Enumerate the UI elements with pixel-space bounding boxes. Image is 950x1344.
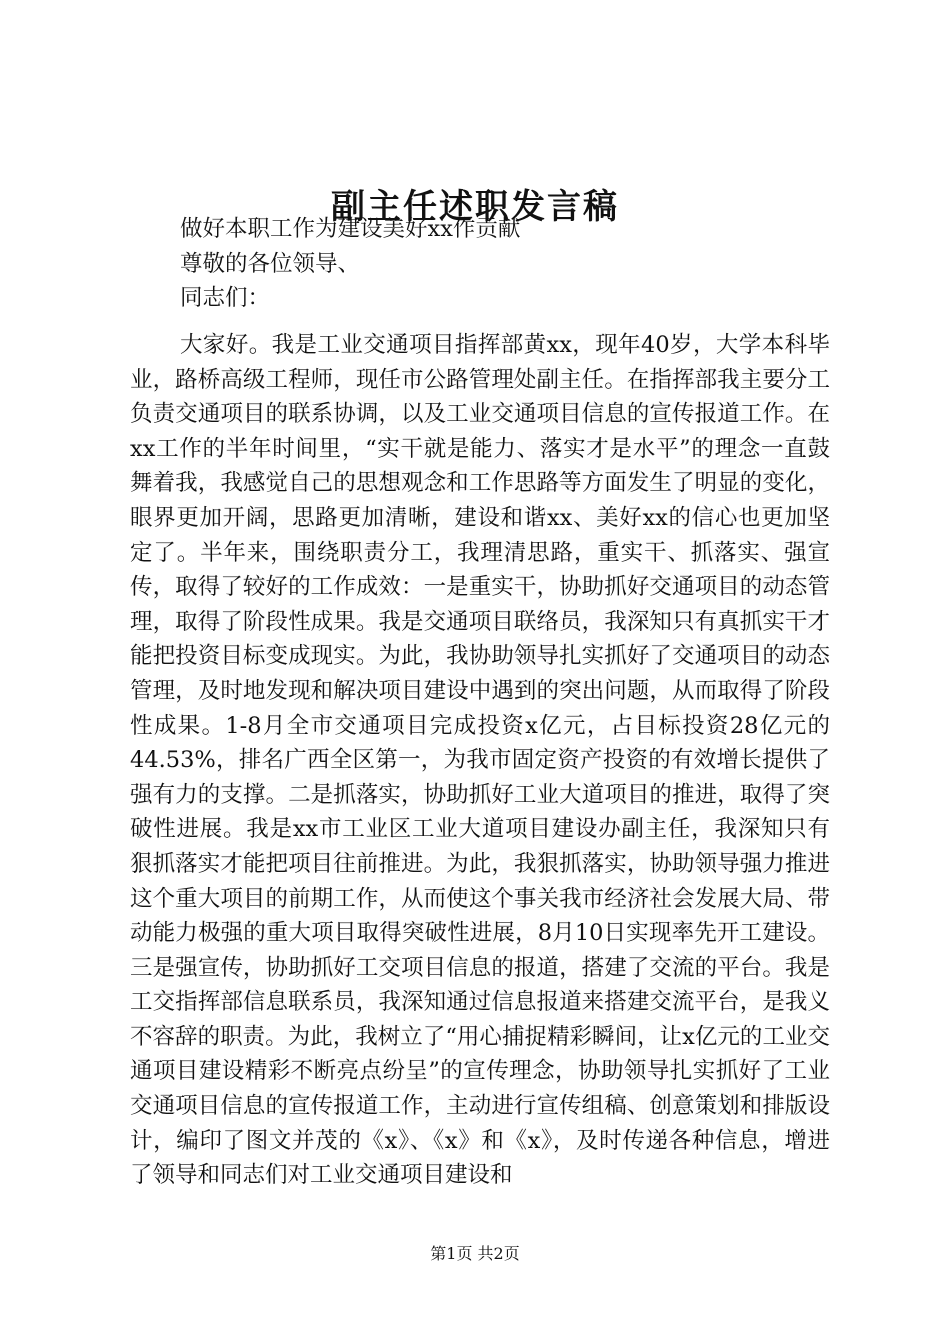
intro-block xyxy=(130,212,830,316)
body-paragraph: 大家好。我是工业交通项目指挥部黄xx，现年40岁，大学本科毕业，路桥高级工程师，现任市公路管理处副主任。在指挥部我主要分工负责交通项目的联系协调，以及工业交通项目信息的宣传报道工作。在xx工作的半年时间里，“实干就是能力、落实才是水平”的理念一直鼓舞着我，我感觉自己的思想观念和工作思路等方面发生了明显的变化，眼界更加开阔，思路更加清晰，建设和谐xx、美好xx的信心也更加坚定了。半年来，围绕职责分工，我理清思路，重实干、抓落实、强宣传，取得了较好的工作成效：一是重实干，协助抓好交通项目的动态管理，取得了阶段性成果。我是交通项目联络员，我深知只有真抓实干才能把投资目标变成现实。为此，我协助领导扎实抓好了交通项目的动态管理，及时地发现和解决项目建设中遇到的突出问题，从而取得了阶段性成果。1-8月全市交通项目完成投资x亿元，占目标投资28亿元的44.53%，排名广西全区第一，为我市固定资产投资的有效增长提供了强有力的支撑。二是抓落实，协助抓好工业大道项目的推进，取得了突破性进展。我是xx市工业区工业大道项目建设办副主任，我深知只有狠抓落实才能把项目往前推进。为此，我狠抓落实，协助领导强力推进这个重大项目的前期工作，从而使这个事关我市经济社会发展大局、带动能力极强的重大项目取得突破性进展，8月10日实现率先开工建设。三是强宣传，协助抓好工交项目信息的报道，搭建了交流的平台。我是工交指挥部信息联系员，我深知通过信息报道来搭建交流平台，是我义不容辞的职责。为此，我树立了“用心捕捉精彩瞬间，让x亿元的工业交通项目建设精彩不断亮点纷呈”的宣传理念，协助领导扎实抓好了工业交通项目信息的宣传报道工作，主动进行宣传组稿、创意策划和排版设计，编印了图文并茂的《x》、《x》和《x》，及时传递各种信息，增进了领导和同志们对工业交通项目建设和 xyxy=(130,332,830,1189)
subtitle-line: 做好本职工作为建设美好xx作贡献 xyxy=(180,216,521,242)
salutation-line-1: 尊敬的各位领导、 xyxy=(180,250,361,277)
page-number: 第1页 共2页 xyxy=(430,1244,520,1263)
document-title: 副主任述职发言稿 xyxy=(331,187,619,227)
salutation-line-2: 同志们： xyxy=(180,285,271,312)
